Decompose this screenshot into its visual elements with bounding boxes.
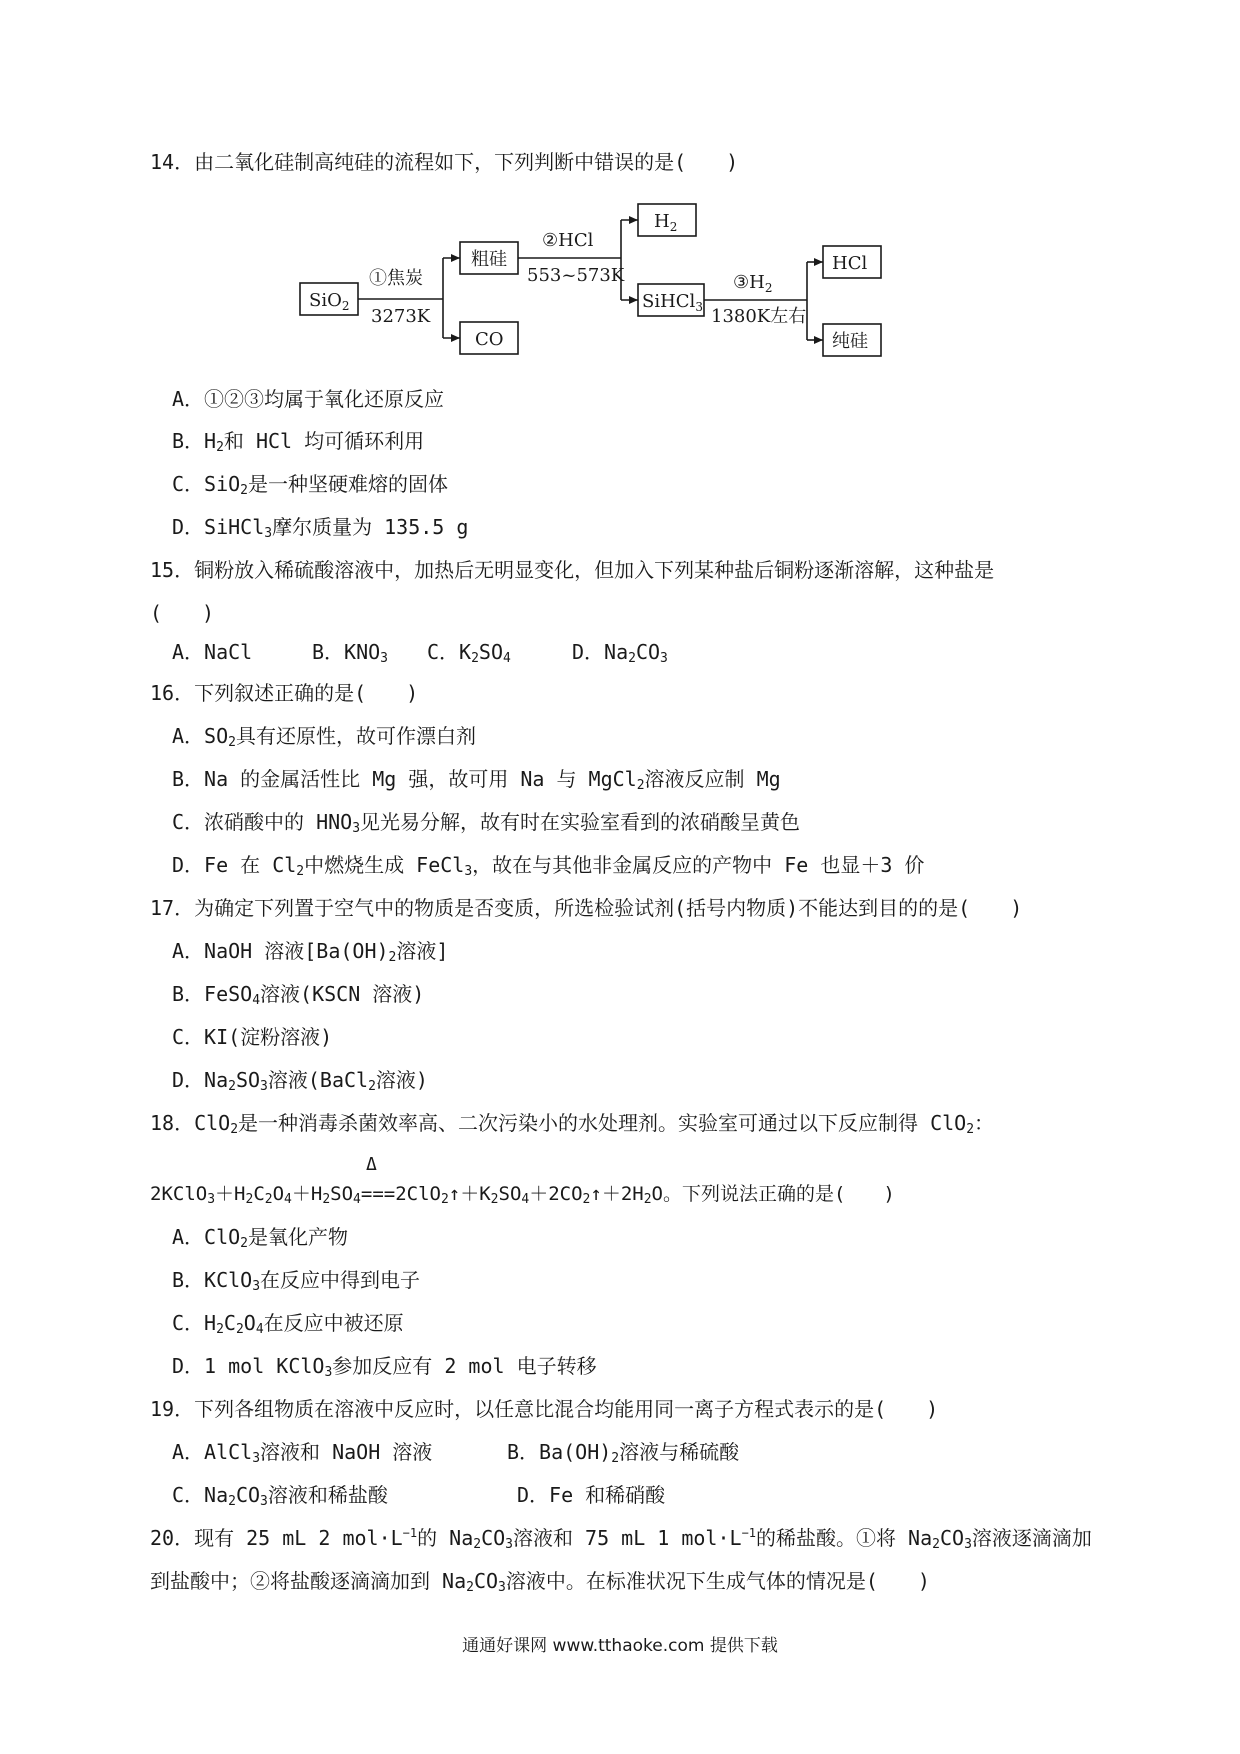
sio2-label: SiO$_2$ [309, 290, 350, 313]
co-label: CO [475, 329, 504, 350]
q14-option-d: D．SiHCl$_3$摩尔质量为 135.5 g [172, 515, 469, 541]
sihcl3-label: SiHCl$_3$ [642, 291, 703, 314]
q14-option-c: C．SiO$_2$是一种坚硬难熔的固体 [172, 472, 448, 498]
q18-option-a: A．ClO$_2$是氧化产物 [172, 1225, 348, 1251]
q14-stem: 14．由二氧化硅制高纯硅的流程如下，下列判断中错误的是( ) [150, 150, 739, 174]
q14-option-a: A．①②③均属于氧化还原反应 [172, 387, 445, 411]
q19-option-d: D．Fe 和稀硝酸 [517, 1483, 666, 1507]
q16-option-c: C．浓硝酸中的 $HNO_3$见光易分解，故有时在实验室看到的浓硝酸呈黄色 [172, 810, 801, 836]
q19-row-2 [172, 1483, 665, 1507]
q17-option-a: A．NaOH 溶液[$Ba(OH)_2$溶液] [172, 939, 449, 965]
pure-si-label: 纯硅 [832, 331, 868, 352]
step2-label: ②HCl [542, 230, 594, 251]
h2-label: $H_2$ [654, 211, 678, 234]
q20-line-2: 到盐酸中；②将盐酸逐滴滴加到 $Na_2CO_3$溶液中。在标准状况下生成气体的情况是( ) [150, 1569, 930, 1595]
temp2-label: 553~573K [527, 265, 625, 286]
q15-option-b: B．$KNO_3$ [312, 640, 388, 666]
q18-option-c: C．$H_2C_2O_4$在反应中被还原 [172, 1311, 404, 1337]
q15-options [172, 640, 668, 664]
q14-option-b: B．$H_2$和 HCl 均可循环利用 [172, 429, 425, 455]
q17-option-c: C．KI(淀粉溶液) [172, 1025, 333, 1049]
q19-option-a: A．AlCl$_3$溶液和 NaOH 溶液 [172, 1440, 433, 1466]
q16-option-b: B．Na 的金属活性比 Mg 强，故可用 Na 与 MgCl$_2$溶液反应制 Mg [172, 767, 781, 793]
q20-line-1: 20．现有 25 mL 2 $mol\cdot L^{-1}$的 $Na_2CO_3$溶液和 75 mL 1 $mol\cdot L^{-1}$的稀盐酸。①将 $Na_2CO_3$溶液逐滴滴加 [150, 1526, 1092, 1552]
q15-option-d: D．$Na_2CO_3$ [572, 640, 668, 666]
q15-option-c: C．$K_2SO_4$ [427, 640, 511, 666]
q18-equation: $2KClO_3+H_2C_2O_4+H_2SO_4===2ClO_2↑+K_2SO_4+2CO_2↑+2H_2O$。下列说法正确的是( ) [150, 1183, 895, 1207]
q15-option-a: A．NaCl [172, 640, 253, 664]
q16-option-d: D．Fe 在 $Cl_2$中燃烧生成 FeCl$_3$，故在与其他非金属反应的产物中 Fe 也显＋3 价 [172, 853, 925, 879]
crude-si-label: 粗硅 [471, 249, 507, 270]
silicon-flow-diagram [295, 200, 955, 370]
q19-option-b: B．$Ba(OH)_2$溶液与稀硫酸 [507, 1440, 740, 1466]
q15-stem-cont: ( ) [150, 601, 215, 625]
hcl-label: HCl [832, 253, 868, 274]
heat-delta-symbol: Δ [366, 1154, 377, 1175]
q18-stem: 18．ClO$_2$是一种消毒杀菌效率高、二次污染小的水处理剂。实验室可通过以下反应制得 ClO$_2$： [150, 1111, 995, 1137]
q19-row-1 [172, 1440, 739, 1464]
q19-stem: 19．下列各组物质在溶液中反应时，以任意比混合均能用同一离子方程式表示的是( ) [150, 1397, 939, 1421]
q17-option-b: B．FeSO$_4$溶液(KSCN 溶液) [172, 982, 425, 1008]
q16-stem: 16．下列叙述正确的是( ) [150, 681, 419, 705]
page-footer: 通通好课网 www.tthaoke.com 提供下载 [462, 1636, 778, 1656]
q17-stem: 17．为确定下列置于空气中的物质是否变质，所选检验试剂(括号内物质)不能达到目的的是( ) [150, 896, 1023, 920]
q19-option-c: C．$Na_2CO_3$溶液和稀盐酸 [172, 1483, 388, 1509]
temp1-label: 3273K [371, 306, 431, 327]
q18-option-d: D．1 mol KClO$_3$参加反应有 2 mol 电子转移 [172, 1354, 597, 1380]
q16-option-a: A．$SO_2$具有还原性，故可作漂白剂 [172, 724, 476, 750]
q17-option-d: D．$Na_2SO_3$溶液(BaCl$_2$溶液) [172, 1068, 428, 1094]
temp3-label: 1380K左右 [711, 306, 807, 327]
q18-option-b: B．KClO$_3$在反应中得到电子 [172, 1268, 421, 1294]
q15-stem: 15．铜粉放入稀硫酸溶液中，加热后无明显变化，但加入下列某种盐后铜粉逐渐溶解，这种盐是 [150, 558, 995, 582]
step3-label: $③H_2$ [733, 272, 773, 295]
step1-label: ①焦炭 [369, 268, 423, 289]
